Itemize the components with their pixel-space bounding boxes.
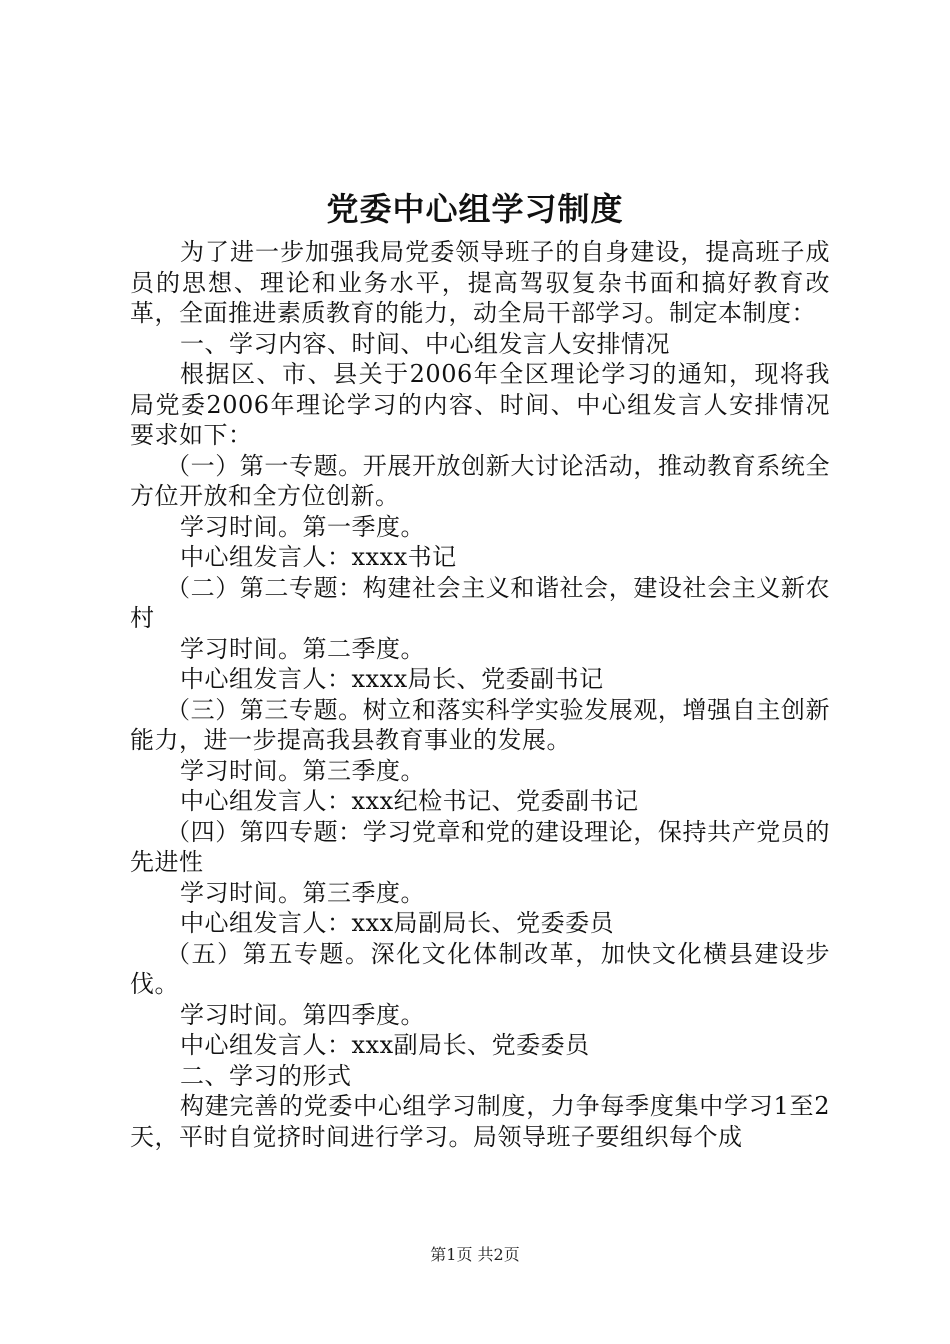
paragraph: （五）第五专题。深化文化体制改革，加快文化横县建设步伐。	[130, 939, 830, 998]
paragraph: （一）第一专题。开展开放创新大讨论活动，推动教育系统全方位开放和全方位创新。	[130, 451, 830, 510]
paragraph: 中心组发言人：xxx副局长、党委委员	[180, 1031, 590, 1059]
paragraph: （三）第三专题。树立和落实科学实验发展观，增强自主创新能力，进一步提高我县教育事业的发展。	[130, 695, 830, 754]
paragraph: 中心组发言人：xxxx局长、党委副书记	[180, 665, 604, 693]
paragraph: 为了进一步加强我局党委领导班子的自身建设，提高班子成员的思想、理论和业务水平，提高驾驭复杂书面和搞好教育改革，全面推进素质教育的能力，动全局干部学习。制定本制度：	[130, 238, 830, 327]
page-footer: 第1页 共2页	[430, 1245, 520, 1264]
paragraph: 中心组发言人：xxx局副局长、党委委员	[180, 909, 615, 937]
document-title: 党委中心组学习制度	[326, 190, 624, 228]
paragraph: 中心组发言人：xxx纪检书记、党委副书记	[180, 787, 639, 815]
paragraph: 学习时间。第三季度。	[180, 756, 425, 785]
paragraph: 学习时间。第四季度。	[180, 1000, 425, 1029]
paragraph: 学习时间。第二季度。	[180, 634, 425, 663]
paragraph: 根据区、市、县关于2006年全区理论学习的通知，现将我局党委2006年理论学习的内容、时间、中心组发言人安排情况要求如下：	[130, 360, 830, 449]
paragraph: 中心组发言人：xxxx书记	[180, 543, 457, 571]
paragraph: （二）第二专题：构建社会主义和谐社会，建设社会主义新农村	[130, 573, 830, 632]
paragraph: 一、学习内容、时间、中心组发言人安排情况	[180, 329, 670, 358]
document-body	[130, 237, 830, 1152]
paragraph: 二、学习的形式	[180, 1061, 352, 1090]
paragraph: 学习时间。第一季度。	[180, 512, 425, 541]
paragraph: 学习时间。第三季度。	[180, 878, 425, 907]
paragraph: 构建完善的党委中心组学习制度，力争每季度集中学习1至2天，平时自觉挤时间进行学习。局领导班子要组织每个成	[130, 1092, 830, 1151]
paragraph: （四）第四专题：学习党章和党的建设理论，保持共产党员的先进性	[130, 817, 830, 876]
